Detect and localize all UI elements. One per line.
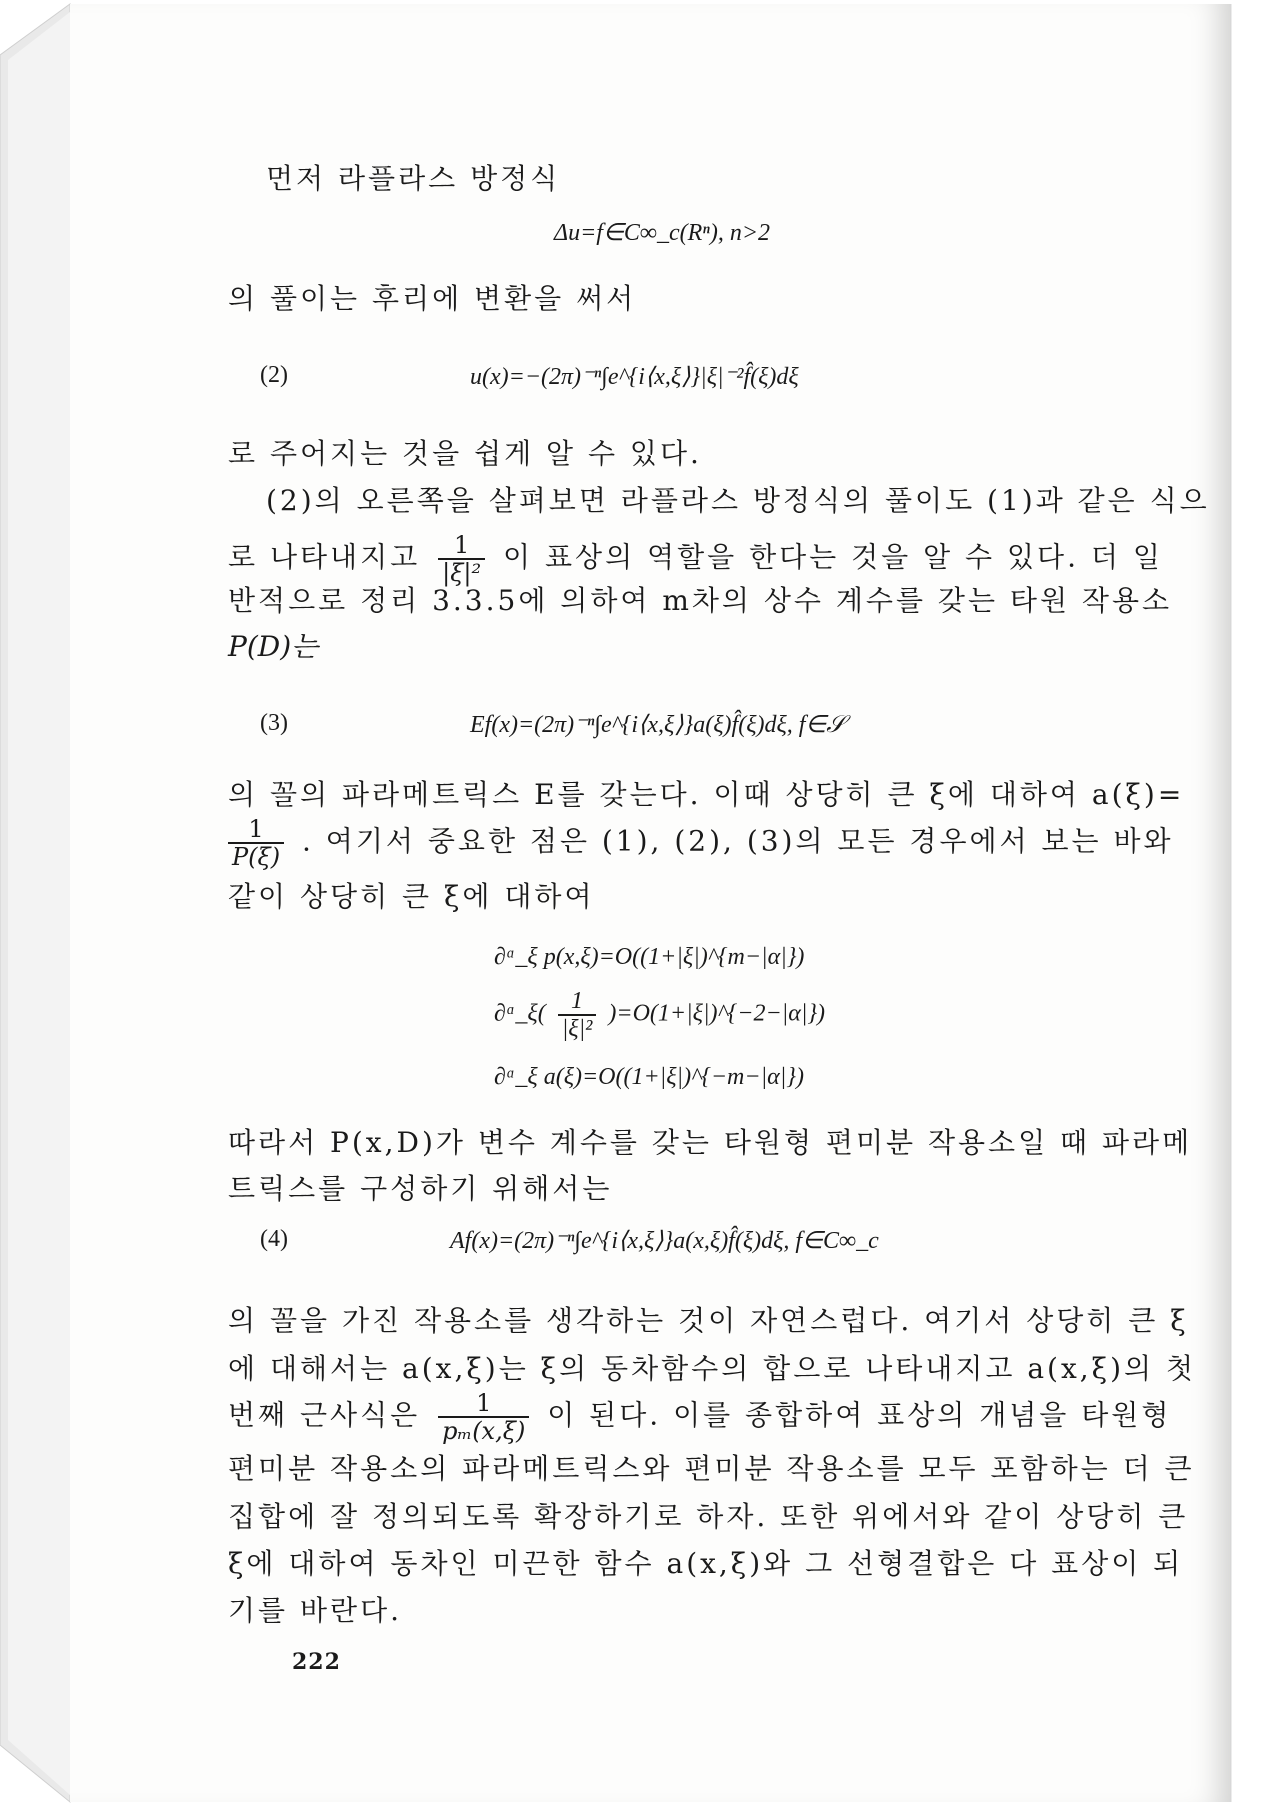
page-number: 222 bbox=[292, 1649, 341, 1675]
text-line: 트릭스를 구성하기 위해서는 bbox=[228, 1172, 613, 1205]
fraction bbox=[558, 988, 597, 1042]
fraction bbox=[438, 532, 485, 586]
book-page bbox=[70, 4, 1230, 1802]
text-segment: 번째 근사식은 bbox=[228, 1398, 421, 1432]
text-segment: 이 된다. 이를 종합하여 표상의 개념을 타원형 bbox=[547, 1398, 1172, 1432]
fraction-denominator: |ξ|² bbox=[438, 558, 485, 586]
text-line: 의 풀이는 후리에 변환을 써서 bbox=[228, 282, 637, 315]
text-segment: 로 나타내지고 bbox=[228, 540, 421, 574]
text-segment: . 여기서 중요한 점은 (1), (2), (3)의 모든 경우에서 보는 바와 bbox=[302, 824, 1174, 858]
equation-segment: ∂ᵅ_ξ( bbox=[494, 1000, 546, 1027]
text-line: 의 꼴을 가진 작용소를 생각하는 것이 자연스럽다. 여기서 상당히 큰 ξ bbox=[228, 1304, 1189, 1337]
equation: Δu=f∈C∞_c(Rⁿ), n>2 bbox=[554, 220, 771, 246]
equation: ∂ᵅ_ξ p(x,ξ)=O((1+|ξ|)^{m−|α|}) bbox=[494, 944, 805, 970]
text-line: 반적으로 정리 3.3.5에 의하여 m차의 상수 계수를 갖는 타원 작용소 bbox=[228, 584, 1173, 617]
text-line bbox=[228, 532, 1163, 586]
equation bbox=[494, 988, 825, 1042]
text-line bbox=[222, 816, 1174, 870]
text-line: 에 대해서는 a(x,ξ)는 ξ의 동차함수의 합으로 나타내지고 a(x,ξ)의 첫 bbox=[228, 1352, 1196, 1385]
equation-number: (4) bbox=[260, 1226, 288, 1252]
equation-segment: )=O(1+|ξ|)^{−2−|α|}) bbox=[608, 1000, 826, 1027]
text-line: 따라서 P(x,D)가 변수 계수를 갖는 타원형 편미분 작용소일 때 파라메 bbox=[228, 1126, 1193, 1159]
text-line: P(D)는 bbox=[228, 630, 319, 663]
text-line: 같이 상당히 큰 ξ에 대하여 bbox=[228, 880, 595, 913]
fraction-numerator: 1 bbox=[248, 815, 264, 843]
equation: u(x)=−(2π)⁻ⁿ∫e^{i⟨x,ξ⟩}|ξ|⁻²f̂(ξ)dξ bbox=[470, 364, 799, 390]
text-line: (2)의 오른쪽을 살펴보면 라플라스 방정식의 풀이도 (1)과 같은 식으 bbox=[266, 484, 1210, 517]
fraction-denominator: |ξ|² bbox=[558, 1014, 597, 1042]
text-line: 집합에 잘 정의되도록 확장하기로 하자. 또한 위에서와 같이 상당히 큰 bbox=[228, 1500, 1189, 1533]
text-line: 기를 바란다. bbox=[228, 1594, 403, 1627]
text-line: 로 주어지는 것을 쉽게 알 수 있다. bbox=[228, 437, 702, 470]
fraction bbox=[228, 816, 284, 870]
equation: ∂ᵅ_ξ a(ξ)=O((1+|ξ|)^{−m−|α|}) bbox=[494, 1064, 804, 1090]
equation: Ef(x)=(2π)⁻ⁿ∫e^{i⟨x,ξ⟩}a(ξ)f̂(ξ)dξ, f∈𝒮 bbox=[470, 712, 845, 738]
equation: Af(x)=(2π)⁻ⁿ∫e^{i⟨x,ξ⟩}a(x,ξ)f̂(ξ)dξ, f∈C∞_c bbox=[450, 1228, 879, 1254]
fraction-numerator: 1 bbox=[453, 531, 470, 559]
equation-number: (2) bbox=[260, 362, 288, 388]
text-line: ξ에 대하여 동차인 미끈한 함수 a(x,ξ)와 그 선형결합은 다 표상이 되 bbox=[228, 1547, 1184, 1580]
text-line: 먼저 라플라스 방정식 bbox=[266, 162, 561, 195]
text-segment: 이 표상의 역할을 한다는 것을 알 수 있다. 더 일 bbox=[503, 540, 1163, 574]
fraction-numerator: 1 bbox=[571, 988, 584, 1014]
fraction bbox=[438, 1390, 529, 1444]
fraction-denominator: pₘ(x,ξ) bbox=[438, 1416, 529, 1444]
text-line: 편미분 작용소의 파라메트릭스와 편미분 작용소를 모두 포함하는 더 큰 bbox=[228, 1452, 1195, 1485]
equation-number: (3) bbox=[260, 710, 288, 736]
text-line bbox=[228, 1390, 1171, 1444]
text-line: 의 꼴의 파라메트릭스 E를 갖는다. 이때 상당히 큰 ξ에 대하여 a(ξ)= bbox=[228, 778, 1185, 811]
fraction-numerator: 1 bbox=[476, 1389, 492, 1417]
fraction-denominator: P(ξ) bbox=[228, 842, 284, 870]
